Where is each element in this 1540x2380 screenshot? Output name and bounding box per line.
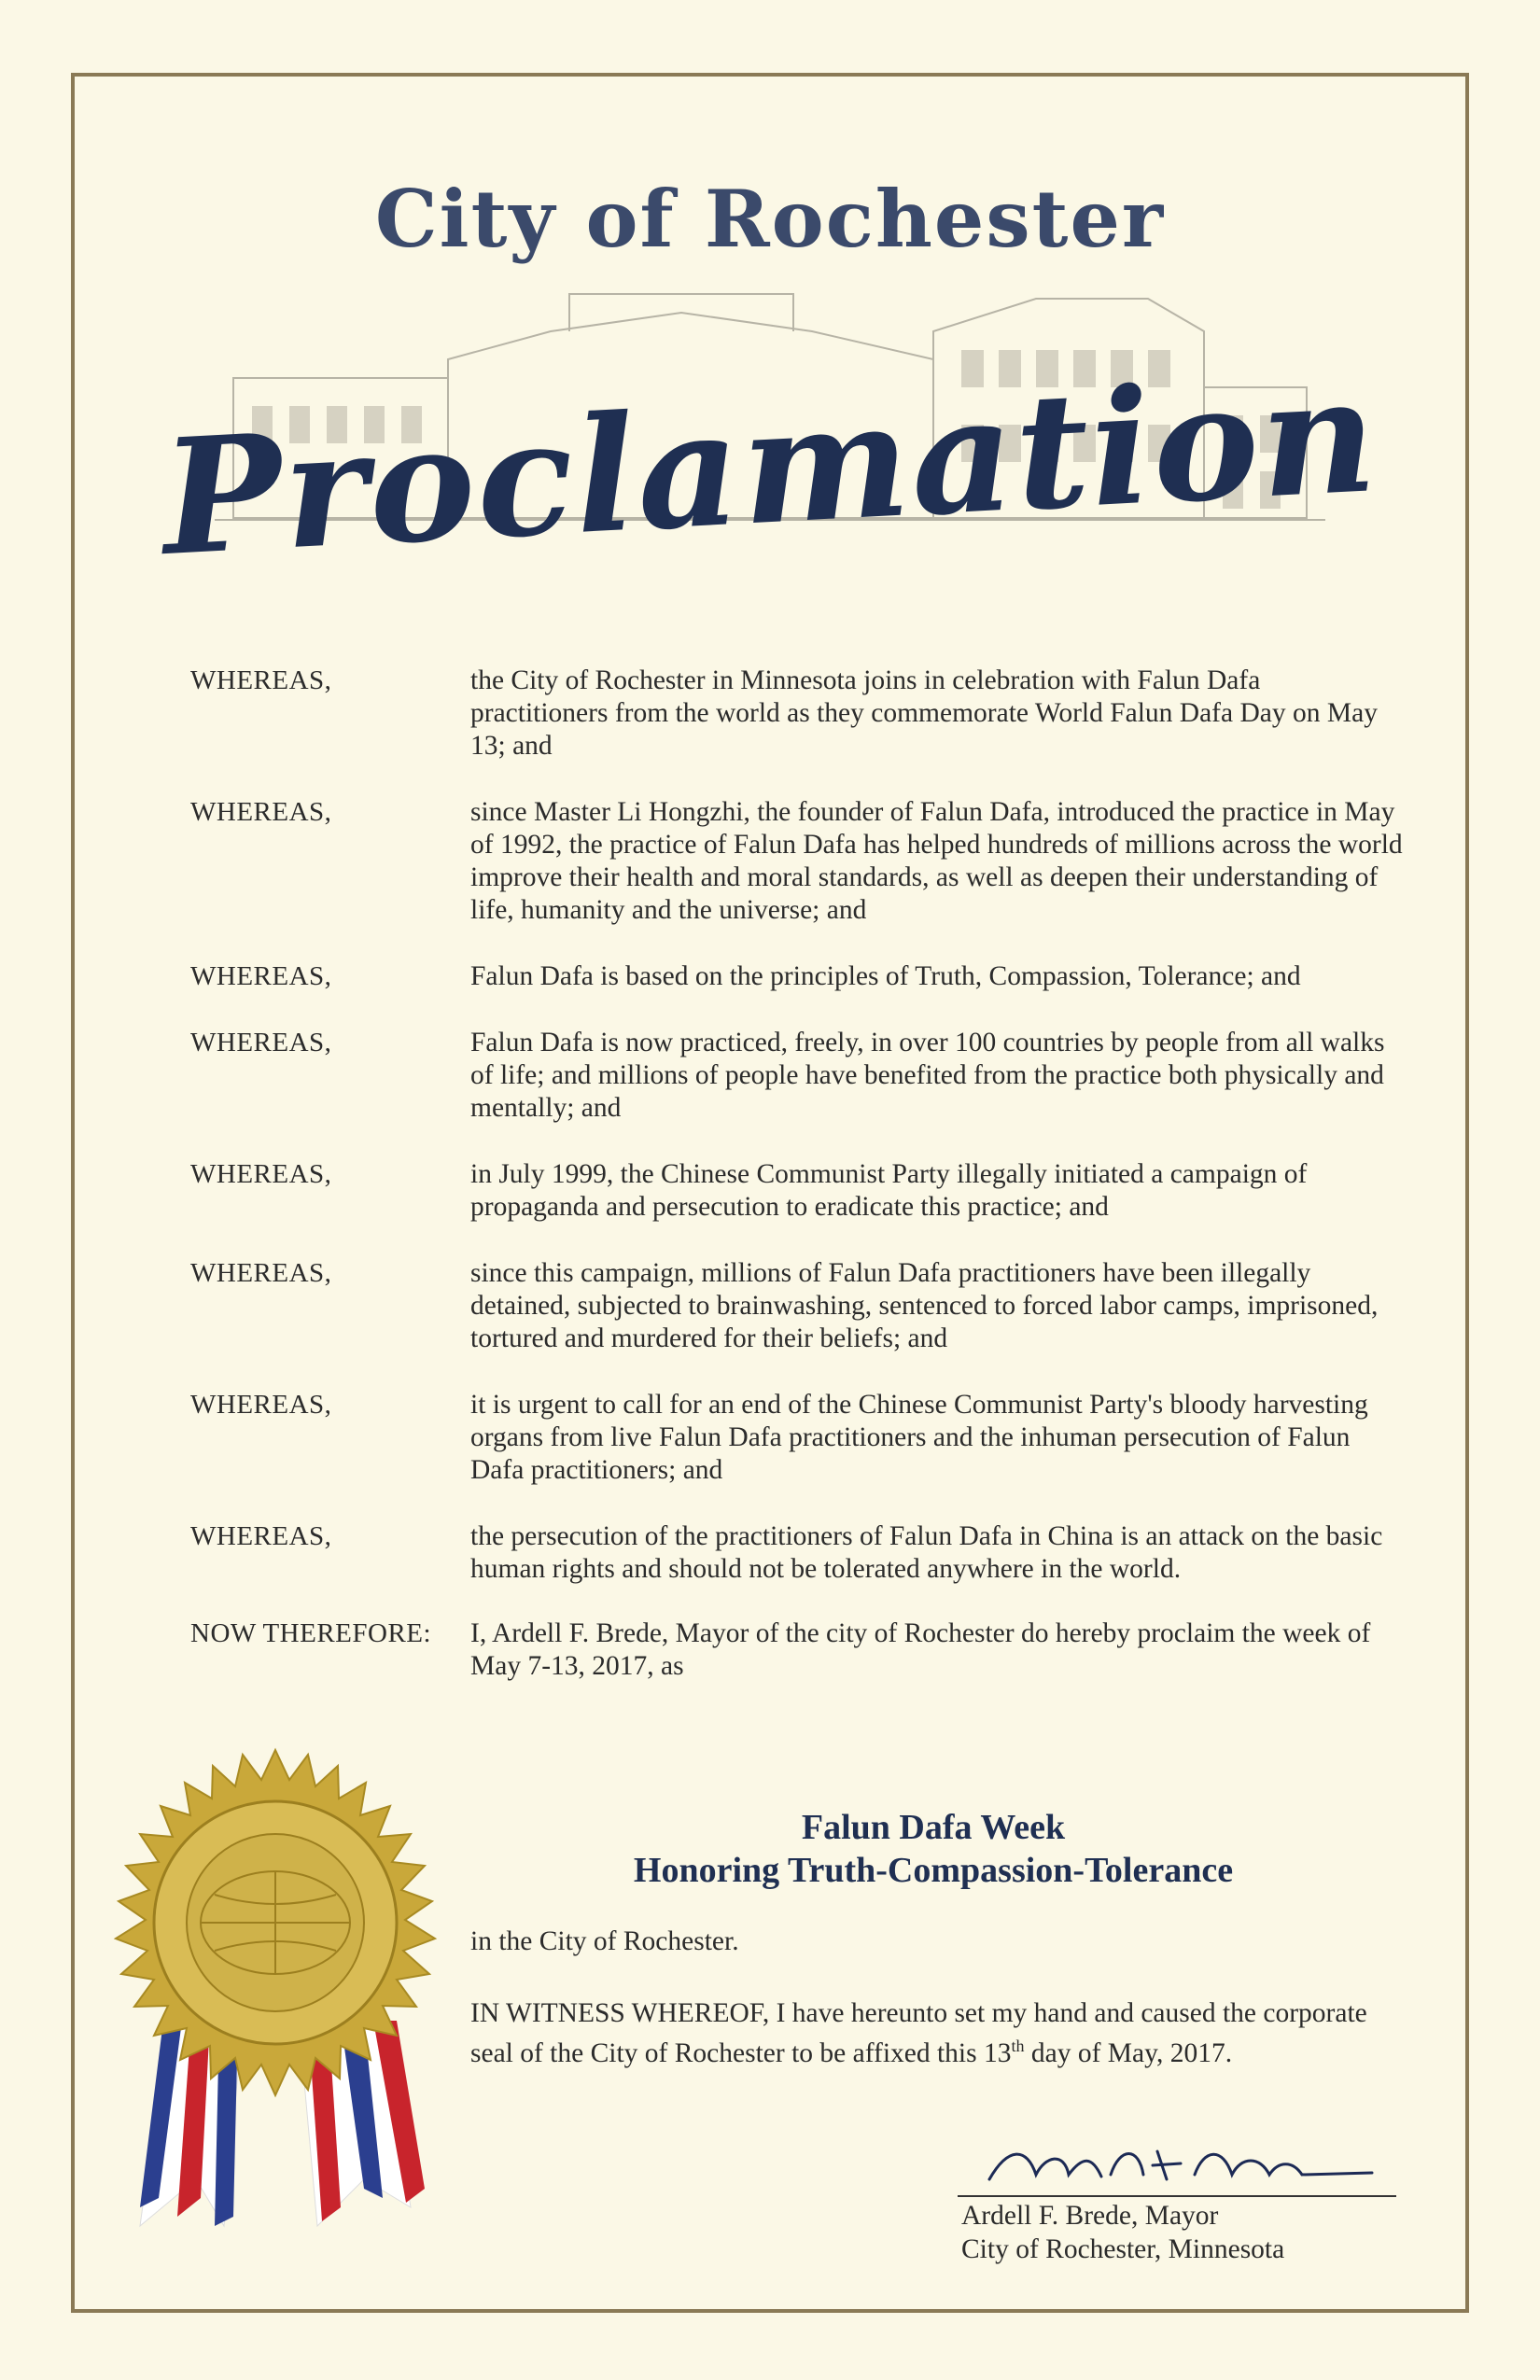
witness-paragraph (470, 1997, 1404, 2070)
clause-text: since Master Li Hongzhi, the founder of Falun Dafa, introduced the practice in May of 1992, the practice of Falun Dafa has helped hundreds of millions across the world improve their health and moral standards, as well as deepen their understanding of life, humanity and the universe; and (470, 797, 1403, 925)
witness-text-end: day of May, 2017. (1024, 2037, 1233, 2068)
whereas-clause (190, 665, 1404, 763)
witness-ordinal: th (1011, 2037, 1025, 2055)
clause-label: WHEREAS, (190, 797, 332, 827)
clause-text: since this campaign, millions of Falun Dafa practitioners have been illegally detained, subjected to brainwashing, sentenced to forced labor camps, imprisoned, tortured and murdered for their beliefs; and (470, 1258, 1379, 1353)
clause-label: WHEREAS, (190, 665, 332, 695)
clause-label: WHEREAS, (190, 1258, 332, 1288)
mayor-signature (980, 2137, 1381, 2193)
proclaimed-line-2: Honoring Truth-Compassion-Tolerance (633, 1851, 1234, 1890)
whereas-clause (190, 1520, 1404, 1586)
clause-text: Falun Dafa is based on the principles of Truth, Compassion, Tolerance; and (470, 961, 1301, 991)
signature-line (958, 2195, 1396, 2197)
clause-text: it is urgent to call for an end of the Chinese Communist Party's bloody harvesting organs from live Falun Dafa practitioners and the inhuman persecution of Falun Dafa practitioners; and (470, 1390, 1368, 1485)
whereas-clause (190, 1389, 1404, 1487)
whereas-clause (190, 1158, 1404, 1224)
clause-label: WHEREAS, (190, 1159, 332, 1189)
proclaimed-title (467, 1806, 1400, 1892)
signature-block (961, 2199, 1284, 2266)
clause-label: NOW THEREFORE: (190, 1618, 432, 1648)
whereas-clause (190, 796, 1404, 927)
clause-text: in July 1999, the Chinese Communist Party illegally initiated a campaign of propaganda and persecution to eradicate this practice; and (470, 1159, 1308, 1222)
clause-label: WHEREAS, (190, 961, 332, 991)
clauses-list (190, 665, 1404, 1716)
clause-text: Falun Dafa is now practiced, freely, in over 100 countries by people from all walks of life; and millions of people have benefited from the practice both physically and mentally; and (470, 1028, 1385, 1123)
whereas-clause (190, 960, 1404, 993)
city-title: City of Rochester (374, 173, 1166, 265)
whereas-clause (190, 1027, 1404, 1125)
clause-text: the City of Rochester in Minnesota joins in celebration with Falun Dafa practitioners from the world as they commemorate World Falun Dafa Day on May 13; and (470, 665, 1378, 761)
clause-label: WHEREAS, (190, 1521, 332, 1551)
clause-label: WHEREAS, (190, 1028, 332, 1057)
gold-seal-with-ribbon (84, 1741, 467, 2245)
whereas-clause (190, 1257, 1404, 1355)
now-therefore-clause (190, 1617, 1404, 1683)
clause-text: the persecution of the practitioners of Falun Dafa in China is an attack on the basic human rights and should not be tolerated anywhere in the world. (470, 1521, 1383, 1584)
signer-title: City of Rochester, Minnesota (961, 2234, 1285, 2264)
witness-text: IN WITNESS WHEREOF, I have hereunto set my hand and caused the corporate seal of the City of Rochester to be affixed this 13 (470, 1998, 1367, 2068)
in-city-text: in the City of Rochester. (470, 1926, 739, 1956)
proclamation-heading: Proclamation (158, 342, 1382, 592)
signer-name: Ardell F. Brede, Mayor (961, 2201, 1219, 2231)
proclaimed-line-1: Falun Dafa Week (801, 1808, 1066, 1847)
clause-label: WHEREAS, (190, 1390, 332, 1420)
clause-text: I, Ardell F. Brede, Mayor of the city of Rochester do hereby proclaim the week of May 7-13, 2017, as (470, 1618, 1371, 1681)
